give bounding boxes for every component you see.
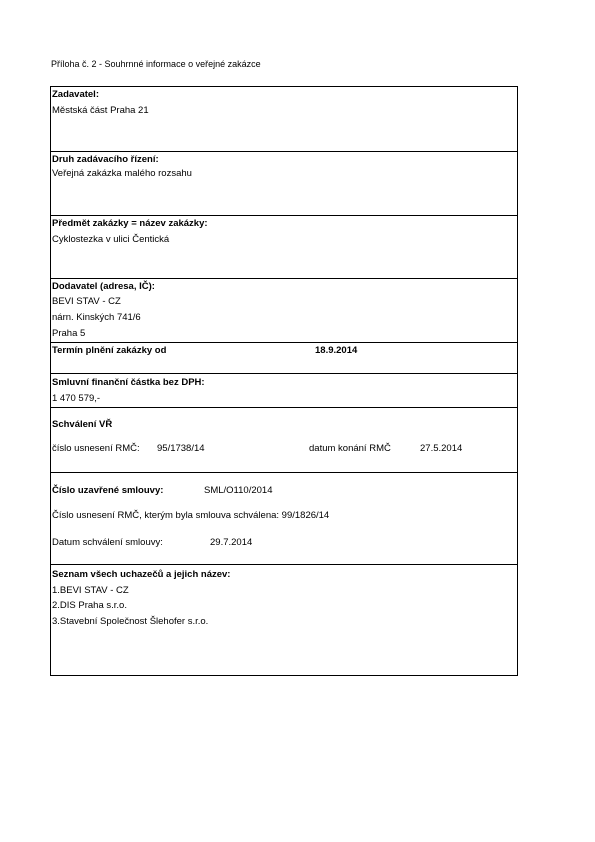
datum-konani-value: 27.5.2014 [420, 443, 463, 454]
termin-label: Termín plnění zakázky od [52, 345, 167, 356]
smlouva-usneseni: Číslo usnesení RMČ, kterým byla smlouva schválena: 99/1826/14 [52, 510, 330, 521]
zadavatel-label: Zadavatel: [52, 89, 99, 100]
summary-form [50, 86, 518, 676]
termin-value: 18.9.2014 [315, 345, 358, 356]
section-schvaleni-vr [51, 408, 517, 473]
predmet-value: Cyklostezka v ulici Čentická [52, 234, 170, 245]
uchazec-item: 2.DIS Praha s.r.o. [52, 600, 127, 611]
castka-value: 1 470 579,- [52, 393, 101, 404]
predmet-label: Předmět zakázky = název zakázky: [52, 218, 208, 229]
uchazec-item: 1.BEVI STAV - CZ [52, 585, 129, 596]
dodavatel-line: Praha 5 [52, 328, 86, 339]
section-castka [51, 374, 517, 408]
dodavatel-line: nárn. Kinských 741/6 [52, 312, 141, 323]
section-smlouva [51, 473, 517, 565]
section-dodavatel [51, 279, 517, 343]
uchazeci-label: Seznam všech uchazečů a jejich název: [52, 569, 231, 580]
smlouva-datum-value: 29.7.2014 [210, 537, 253, 548]
section-zadavatel [51, 87, 517, 152]
datum-konani-label: datum konání RMČ [309, 443, 391, 454]
smlouva-cislo-value: SML/O110/2014 [204, 485, 273, 496]
smlouva-datum-label: Datum schválení smlouvy: [52, 537, 163, 548]
druh-value: Veřejná zakázka malého rozsahu [52, 168, 192, 179]
castka-label: Smluvní finanční částka bez DPH: [52, 377, 205, 388]
uchazec-item: 3.Stavební Společnost Šlehofer s.r.o. [52, 616, 209, 627]
dodavatel-line: BEVI STAV - CZ [52, 296, 121, 307]
usneseni-label: číslo usnesení RMČ: [52, 443, 140, 454]
document-caption: Příloha č. 2 - Souhrnné informace o veřejné zakázce [51, 59, 261, 69]
section-uchazeci [51, 565, 517, 675]
schvaleni-label: Schválení VŘ [52, 419, 113, 430]
section-predmet [51, 216, 517, 279]
druh-label: Druh zadávacího řízení: [52, 154, 159, 165]
usneseni-value: 95/1738/14 [157, 443, 205, 454]
dodavatel-label: Dodavatel (adresa, IČ): [52, 281, 155, 292]
section-druh-rizeni [51, 152, 517, 216]
section-termin [51, 343, 517, 374]
zadavatel-value: Městská část Praha 21 [52, 105, 149, 116]
smlouva-cislo-label: Číslo uzavřené smlouvy: [52, 485, 164, 496]
